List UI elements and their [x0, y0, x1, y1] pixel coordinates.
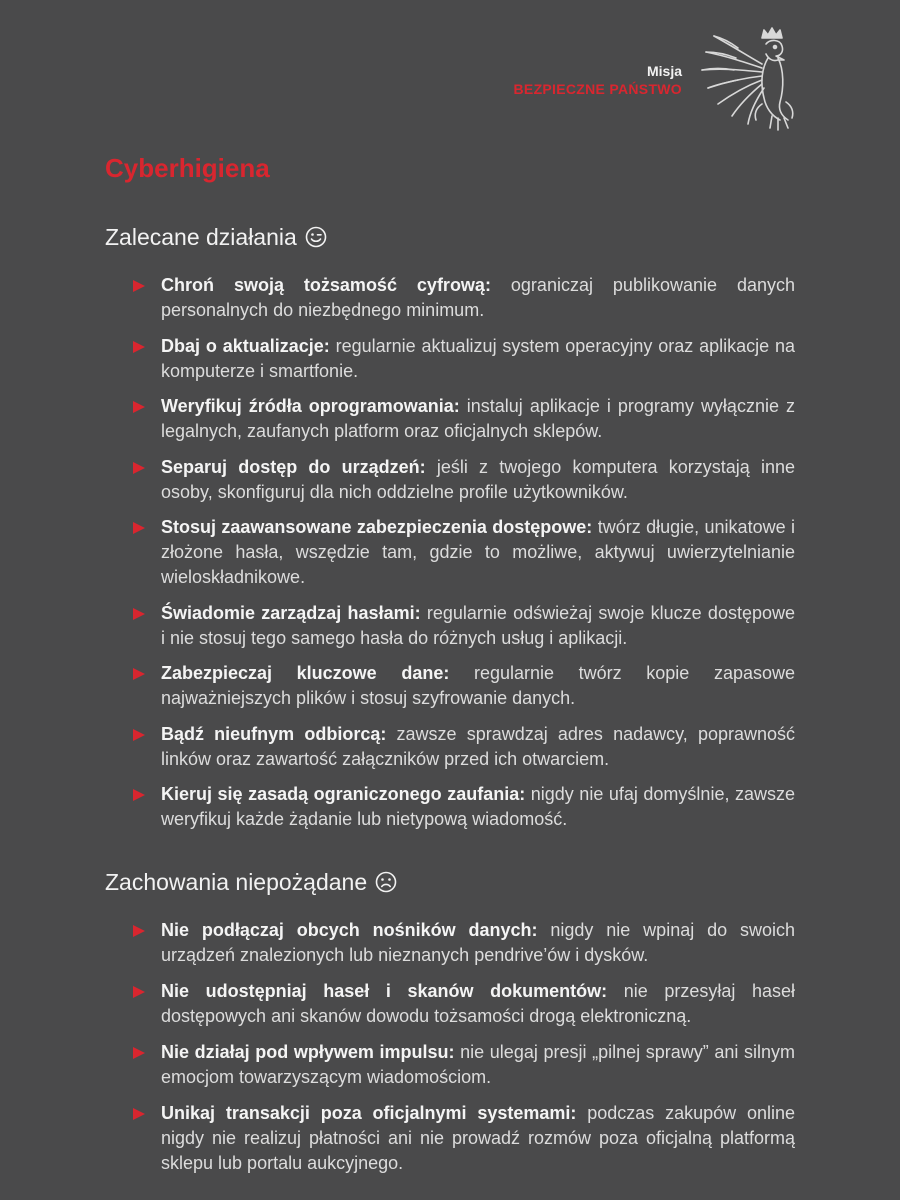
bullet-arrow-icon — [133, 608, 145, 620]
bullet-arrow-icon — [133, 789, 145, 801]
item-lead: Zabezpieczaj kluczowe dane: — [161, 663, 450, 683]
item-text: nigdy nie ufaj domyślnie, zawsze weryfikuj każde żądanie lub nietypową wiadomość. — [161, 784, 796, 829]
item-lead: Kieruj się zasadą ograniczonego zaufania: — [161, 784, 526, 804]
item-text: regularnie twórz kopie zapasowe najważniejszych plików i stosuj szyfrowanie danych. — [161, 663, 795, 708]
item-lead: Separuj dostęp do urządzeń: — [161, 456, 426, 477]
item-text: regularnie aktualizuj system operacyjny oraz aplikacje na komputerze i smartfonie. — [161, 335, 795, 381]
item-text: nie ulegaj presji „pilnej sprawy” ani silnym emocjom towarzyszącym wiadomościom. — [161, 1042, 796, 1087]
bullet-arrow-icon — [133, 1108, 145, 1120]
section-heading-text: Zachowania niepożądane — [105, 869, 368, 895]
item-text: zawsze sprawdzaj adres nadawcy, poprawność linków oraz zawartość załączników przed ich otwarciem. — [161, 723, 795, 769]
list-item — [133, 394, 795, 444]
mission-label: Misja — [646, 63, 682, 79]
bullet-arrow-icon — [133, 925, 145, 937]
section-heading-text: Zalecane działania — [105, 224, 297, 250]
winking-face-icon — [305, 226, 327, 248]
list-item — [133, 979, 795, 1029]
list-item — [133, 273, 795, 323]
bullet-arrow-icon — [133, 341, 145, 353]
mission-block — [514, 62, 682, 98]
bullet-arrow-icon — [133, 522, 145, 534]
bullet-arrow-icon — [133, 986, 145, 998]
bullet-arrow-icon — [133, 729, 145, 741]
white-eagle-emblem-icon — [692, 16, 802, 132]
section-heading-recommended — [105, 222, 327, 252]
item-text: ograniczaj publikowanie danych personalnych do niezbędnego minimum. — [161, 275, 795, 320]
item-lead: Stosuj zaawansowane zabezpieczenia dostępowe: — [161, 517, 593, 537]
item-text: nigdy nie wpinaj do swoich urządzeń znalezionych lub nieznanych pendrive’ów i dysków. — [161, 920, 795, 965]
page-header — [0, 0, 900, 130]
item-text: podczas zakupów online nigdy nie realizuj płatności ani nie prowadź rozmów poza oficjalną platformą sklepu lub portalu aukcyjnego. — [161, 1103, 795, 1173]
list-item — [133, 334, 795, 384]
list-item — [133, 918, 795, 968]
item-lead: Chroń swoją tożsamość cyfrową: — [161, 275, 491, 295]
list-item — [133, 601, 795, 651]
bullet-arrow-icon — [133, 280, 145, 292]
list-item — [133, 661, 795, 711]
item-lead: Nie udostępniaj haseł i skanów dokumentów: — [161, 981, 608, 1001]
list-item — [133, 722, 795, 772]
item-lead: Dbaj o aktualizacje: — [161, 335, 330, 356]
bullet-arrow-icon — [133, 462, 145, 474]
item-text: nie przesyłaj haseł dostępowych ani skanów dowodu tożsamości drogą elektroniczną. — [161, 981, 795, 1026]
bullet-arrow-icon — [133, 401, 145, 413]
list-item — [133, 782, 795, 832]
mission-name: BEZPIECZNE PAŃSTWO — [513, 81, 682, 97]
item-text: instaluj aplikacje i programy wyłącznie z legalnych, zaufanych platform oraz oficjalnych sklepów. — [161, 396, 795, 441]
list-item — [133, 455, 795, 505]
frowning-face-icon — [375, 871, 397, 893]
list-item — [133, 1101, 795, 1176]
item-text: twórz długie, unikatowe i złożone hasła, wszędzie tam, gdzie to możliwe, aktywuj uwierzytelnianie wieloskładnikowe. — [161, 517, 795, 587]
page-title: Cyberhigiena — [105, 153, 270, 183]
list-item — [133, 1040, 795, 1090]
item-text: regularnie odświeżaj swoje klucze dostępowe i nie stosuj tego samego hasła do różnych usług i aplikacji. — [161, 602, 795, 648]
item-lead: Unikaj transakcji poza oficjalnymi systemami: — [161, 1103, 577, 1123]
undesirable-list — [133, 918, 795, 1187]
item-lead: Świadomie zarządzaj hasłami: — [161, 602, 421, 623]
item-lead: Nie podłączaj obcych nośników danych: — [161, 920, 538, 940]
item-text: jeśli z twojego komputera korzystają inne osoby, skonfiguruj dla nich oddzielne profile użytkowników. — [161, 456, 796, 502]
item-lead: Weryfikuj źródła oprogramowania: — [161, 396, 460, 416]
item-lead: Bądź nieufnym odbiorcą: — [161, 723, 387, 744]
recommended-list — [133, 273, 795, 843]
bullet-arrow-icon — [133, 1047, 145, 1059]
list-item — [133, 515, 795, 590]
item-lead: Nie działaj pod wpływem impulsu: — [161, 1042, 455, 1062]
bullet-arrow-icon — [133, 668, 145, 680]
section-heading-undesirable — [105, 867, 397, 897]
